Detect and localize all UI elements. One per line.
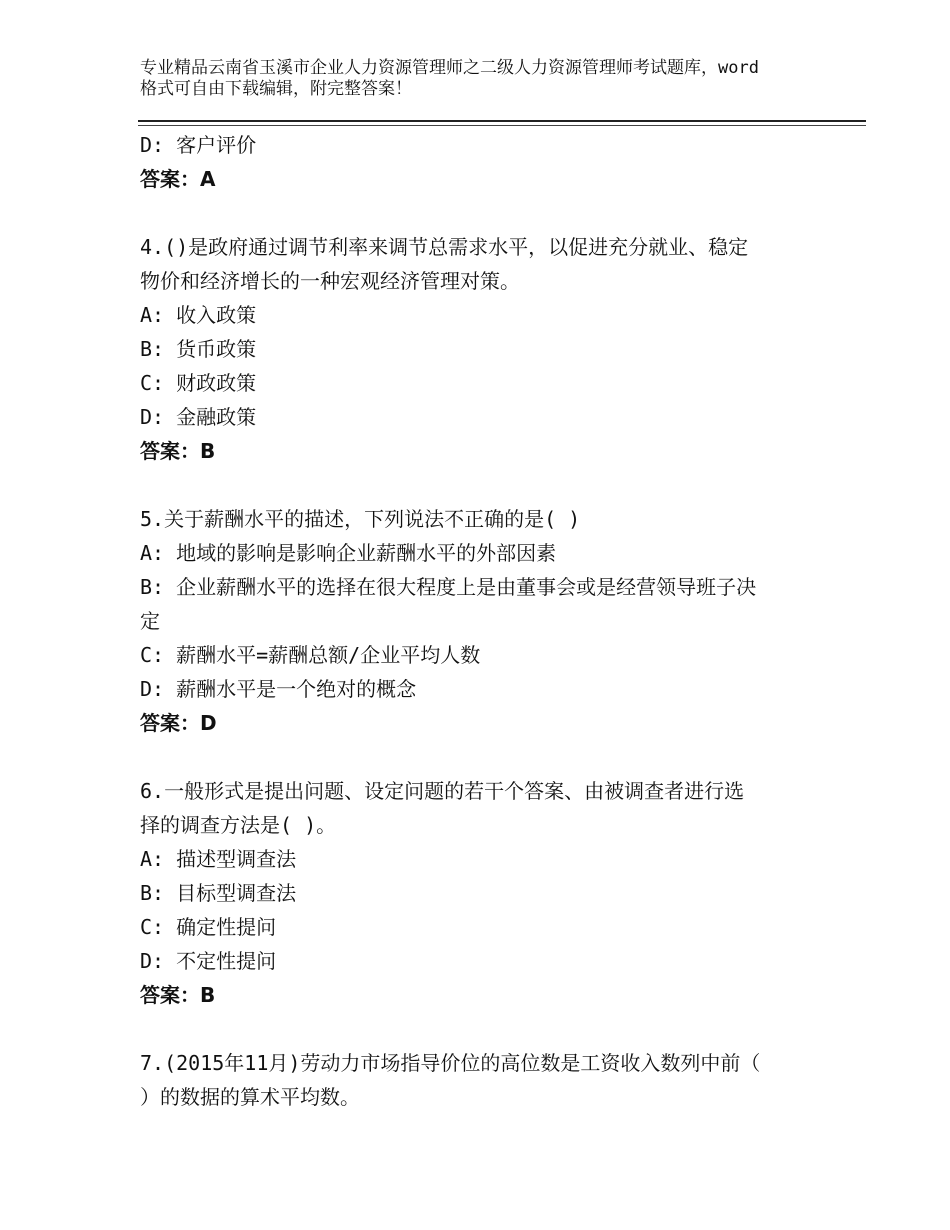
question-list: [140, 128, 820, 1114]
q4-option-b: B: 货币政策: [140, 337, 257, 361]
q6-stem-line-2: 择的调查方法是( )。: [140, 813, 337, 837]
q6-answer: 答案：B: [140, 983, 216, 1007]
document-header: [140, 58, 830, 100]
header-divider-thick: [138, 120, 866, 122]
header-divider-thin: [138, 125, 866, 126]
q6-stem-line-1: 6.一般形式是提出问题、设定问题的若干个答案、由被调查者进行选: [140, 779, 745, 803]
q4-option-a: A: 收入政策: [140, 303, 257, 327]
spacer: [140, 1012, 820, 1046]
q5-option-d: D: 薪酬水平是一个绝对的概念: [140, 677, 417, 701]
header-title-line-1: 专业精品云南省玉溪市企业人力资源管理师之二级人力资源管理师考试题库，word: [140, 58, 759, 78]
q5-answer: 答案：D: [140, 711, 217, 735]
q4-option-c: C: 财政政策: [140, 371, 257, 395]
q6-option-d: D: 不定性提问: [140, 949, 277, 973]
q5-option-c: C: 薪酬水平=薪酬总额/企业平均人数: [140, 643, 481, 667]
spacer: [140, 468, 820, 502]
spacer: [140, 740, 820, 774]
question-3-tail: [140, 128, 820, 196]
q4-stem-line-1: 4.()是政府通过调节利率来调节总需求水平，以促进充分就业、稳定: [140, 235, 749, 259]
spacer: [140, 196, 820, 230]
header-title-line-2: 格式可自由下载编辑，附完整答案！: [140, 79, 412, 99]
q5-option-b-line-1: B: 企业薪酬水平的选择在很大程度上是由董事会或是经营领导班子决: [140, 575, 757, 599]
question-5: [140, 502, 820, 740]
q5-stem-line-1: 5.关于薪酬水平的描述，下列说法不正确的是( ): [140, 507, 581, 531]
q3-answer: 答案：A: [140, 167, 216, 191]
q6-option-c: C: 确定性提问: [140, 915, 277, 939]
q5-option-b-line-2: 定: [140, 609, 160, 633]
q4-stem-line-2: 物价和经济增长的一种宏观经济管理对策。: [140, 269, 520, 293]
q5-option-a: A: 地域的影响是影响企业薪酬水平的外部因素: [140, 541, 557, 565]
q7-stem-line-1: 7.(2015年11月)劳动力市场指导价位的高位数是工资收入数列中前（: [140, 1051, 761, 1075]
q4-answer: 答案：B: [140, 439, 216, 463]
q3-option-d: D: 客户评价: [140, 133, 257, 157]
question-7: [140, 1046, 820, 1114]
q4-option-d: D: 金融政策: [140, 405, 257, 429]
q6-option-b: B: 目标型调查法: [140, 881, 297, 905]
q6-option-a: A: 描述型调查法: [140, 847, 297, 871]
question-4: [140, 230, 820, 468]
q7-stem-line-2: ）的数据的算术平均数。: [140, 1085, 360, 1109]
question-6: [140, 774, 820, 1012]
